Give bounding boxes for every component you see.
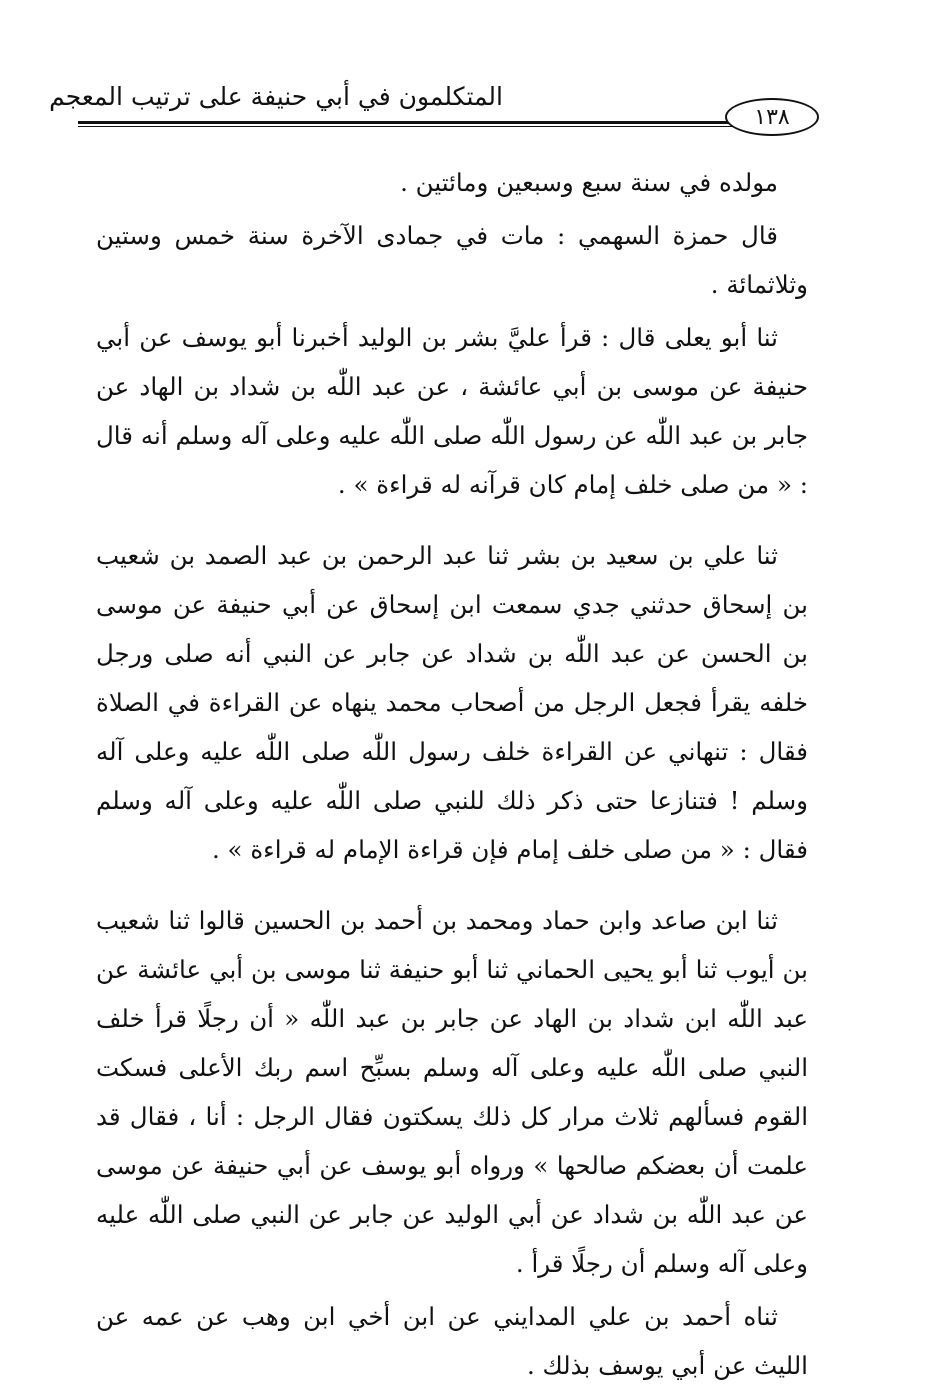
header-rule-thin — [78, 126, 733, 127]
paragraph-6: ثناه أحمد بن علي المدايني عن ابن أخي ابن وهب عن عمه عن الليث عن أبي يوسف بذلك . — [96, 1302, 808, 1380]
header-rule — [78, 121, 733, 124]
paragraph-3: ثنا أبو يعلى قال : قرأ عليَّ بشر بن الوليد أخبرنا أبو يوسف عن أبي حنيفة عن موسى بن أبي عائشة ، عن عبد اللّٰه بن شداد بن الهاد عن جابر بن عبد اللّٰه عن رسول اللّٰه صلى اللّٰه عليه وعلى آله وسلم أنه قال : « من صلى خلف إمام كان قرآنه له قراءة » . — [96, 323, 808, 499]
paragraph-1: مولده في سنة سبع وسبعين ومائتين . — [400, 168, 778, 197]
paragraph-5: ثنا ابن صاعد وابن حماد ومحمد بن أحمد بن الحسين قالوا ثنا شعيب بن أيوب ثنا أبو يحيى الحماني ثنا أبو حنيفة ثنا موسى بن أبي عائشة عن عبد اللّٰه ابن شداد بن الهاد عن جابر بن عبد اللّٰه « أن رجلًا قرأ خلف النبي صلى اللّٰه عليه وعلى آله وسلم بسبِّح اسم ربك الأعلى فسكت القوم فسألهم ثلاث مرار كل ذلك يسكتون فقال الرجل : أنا ، فقال قد علمت أن بعضكم صالحها » ورواه أبو يوسف عن أبي حنيفة عن موسى عن عبد اللّٰه بن شداد عن أبي الوليد عن جابر عن النبي صلى اللّٰه عليه وعلى آله وسلم أن رجلًا قرأ . — [96, 906, 808, 1278]
body-text — [96, 158, 808, 1394]
paragraph-4: ثنا علي بن سعيد بن بشر ثنا عبد الرحمن بن عبد الصمد بن شعيب بن إسحاق حدثني جدي سمعت ابن إسحاق عن أبي حنيفة عن موسى بن الحسن عن عبد اللّٰه بن شداد عن جابر عن النبي أنه صلى ورجل خلفه يقرأ فجعل الرجل من أصحاب محمد ينهاه عن القراءة في الصلاة فقال : تنهاني عن القراءة خلف رسول اللّٰه صلى اللّٰه عليه وعلى آله وسلم ! فتنازعا حتى ذكر ذلك للنبي صلى اللّٰه عليه وعلى آله وسلم فقال : « من صلى خلف إمام فإن قراءة الإمام له قراءة » . — [96, 541, 808, 864]
running-title: المتكلمون في أبي حنيفة على ترتيب المعجم — [49, 82, 503, 111]
page-header — [49, 64, 803, 134]
paragraph-2: قال حمزة السهمي : مات في جمادى الآخرة سنة خمس وستين وثلاثمائة . — [96, 221, 808, 299]
page-number: ١٣٨ — [725, 98, 819, 136]
